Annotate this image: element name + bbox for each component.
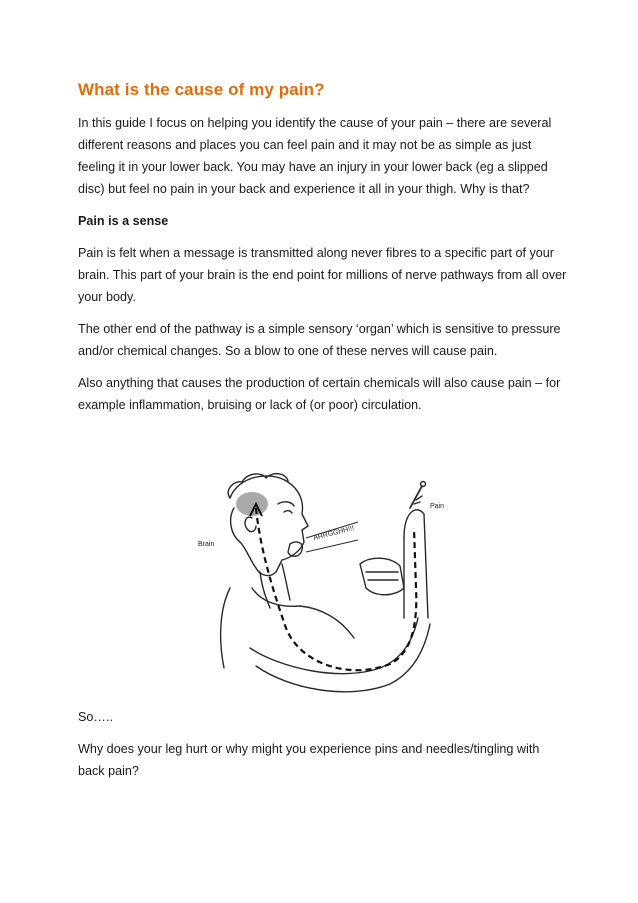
intro-paragraph: In this guide I focus on helping you identify the cause of your pain – there are several different reasons and places you can feel pain and it may not be as simple as just feeling it in your lower back. You may have an injury in your lower back (eg a slipped disc) but feel no pain in your back and experience it all in your thigh. Why is that? bbox=[78, 116, 552, 196]
pain-label: Pain bbox=[430, 503, 445, 510]
page-title: What is the cause of my pain? bbox=[78, 80, 325, 99]
closing-section bbox=[78, 706, 568, 792]
shout-label: ARRGGHH!!! bbox=[312, 525, 355, 542]
paragraph-sensory-organ: The other end of the pathway is a simple sensory ‘organ’ which is sensitive to pressure and/or chemical changes. So a blow to one of these nerves will cause pain. bbox=[78, 322, 561, 358]
brain-label: Brain bbox=[198, 541, 215, 548]
closing-question: Why does your leg hurt or why might you experience pins and needles/tingling with back pain? bbox=[78, 742, 540, 778]
pain-pathway-illustration bbox=[190, 468, 452, 704]
paragraph-chemicals: Also anything that causes the production of certain chemicals will also cause pain – for example inflammation, bruising or lack of (or poor) circulation. bbox=[78, 376, 561, 412]
pain-pathway-drawing bbox=[190, 468, 452, 704]
section-heading: Pain is a sense bbox=[78, 214, 169, 228]
paragraph-nerve-fibres: Pain is felt when a message is transmitted along never fibres to a specific part of your brain. This part of your brain is the end point for millions of nerve pathways from all over your body. bbox=[78, 246, 567, 304]
so-line: So….. bbox=[78, 710, 113, 724]
document-body bbox=[78, 80, 568, 426]
